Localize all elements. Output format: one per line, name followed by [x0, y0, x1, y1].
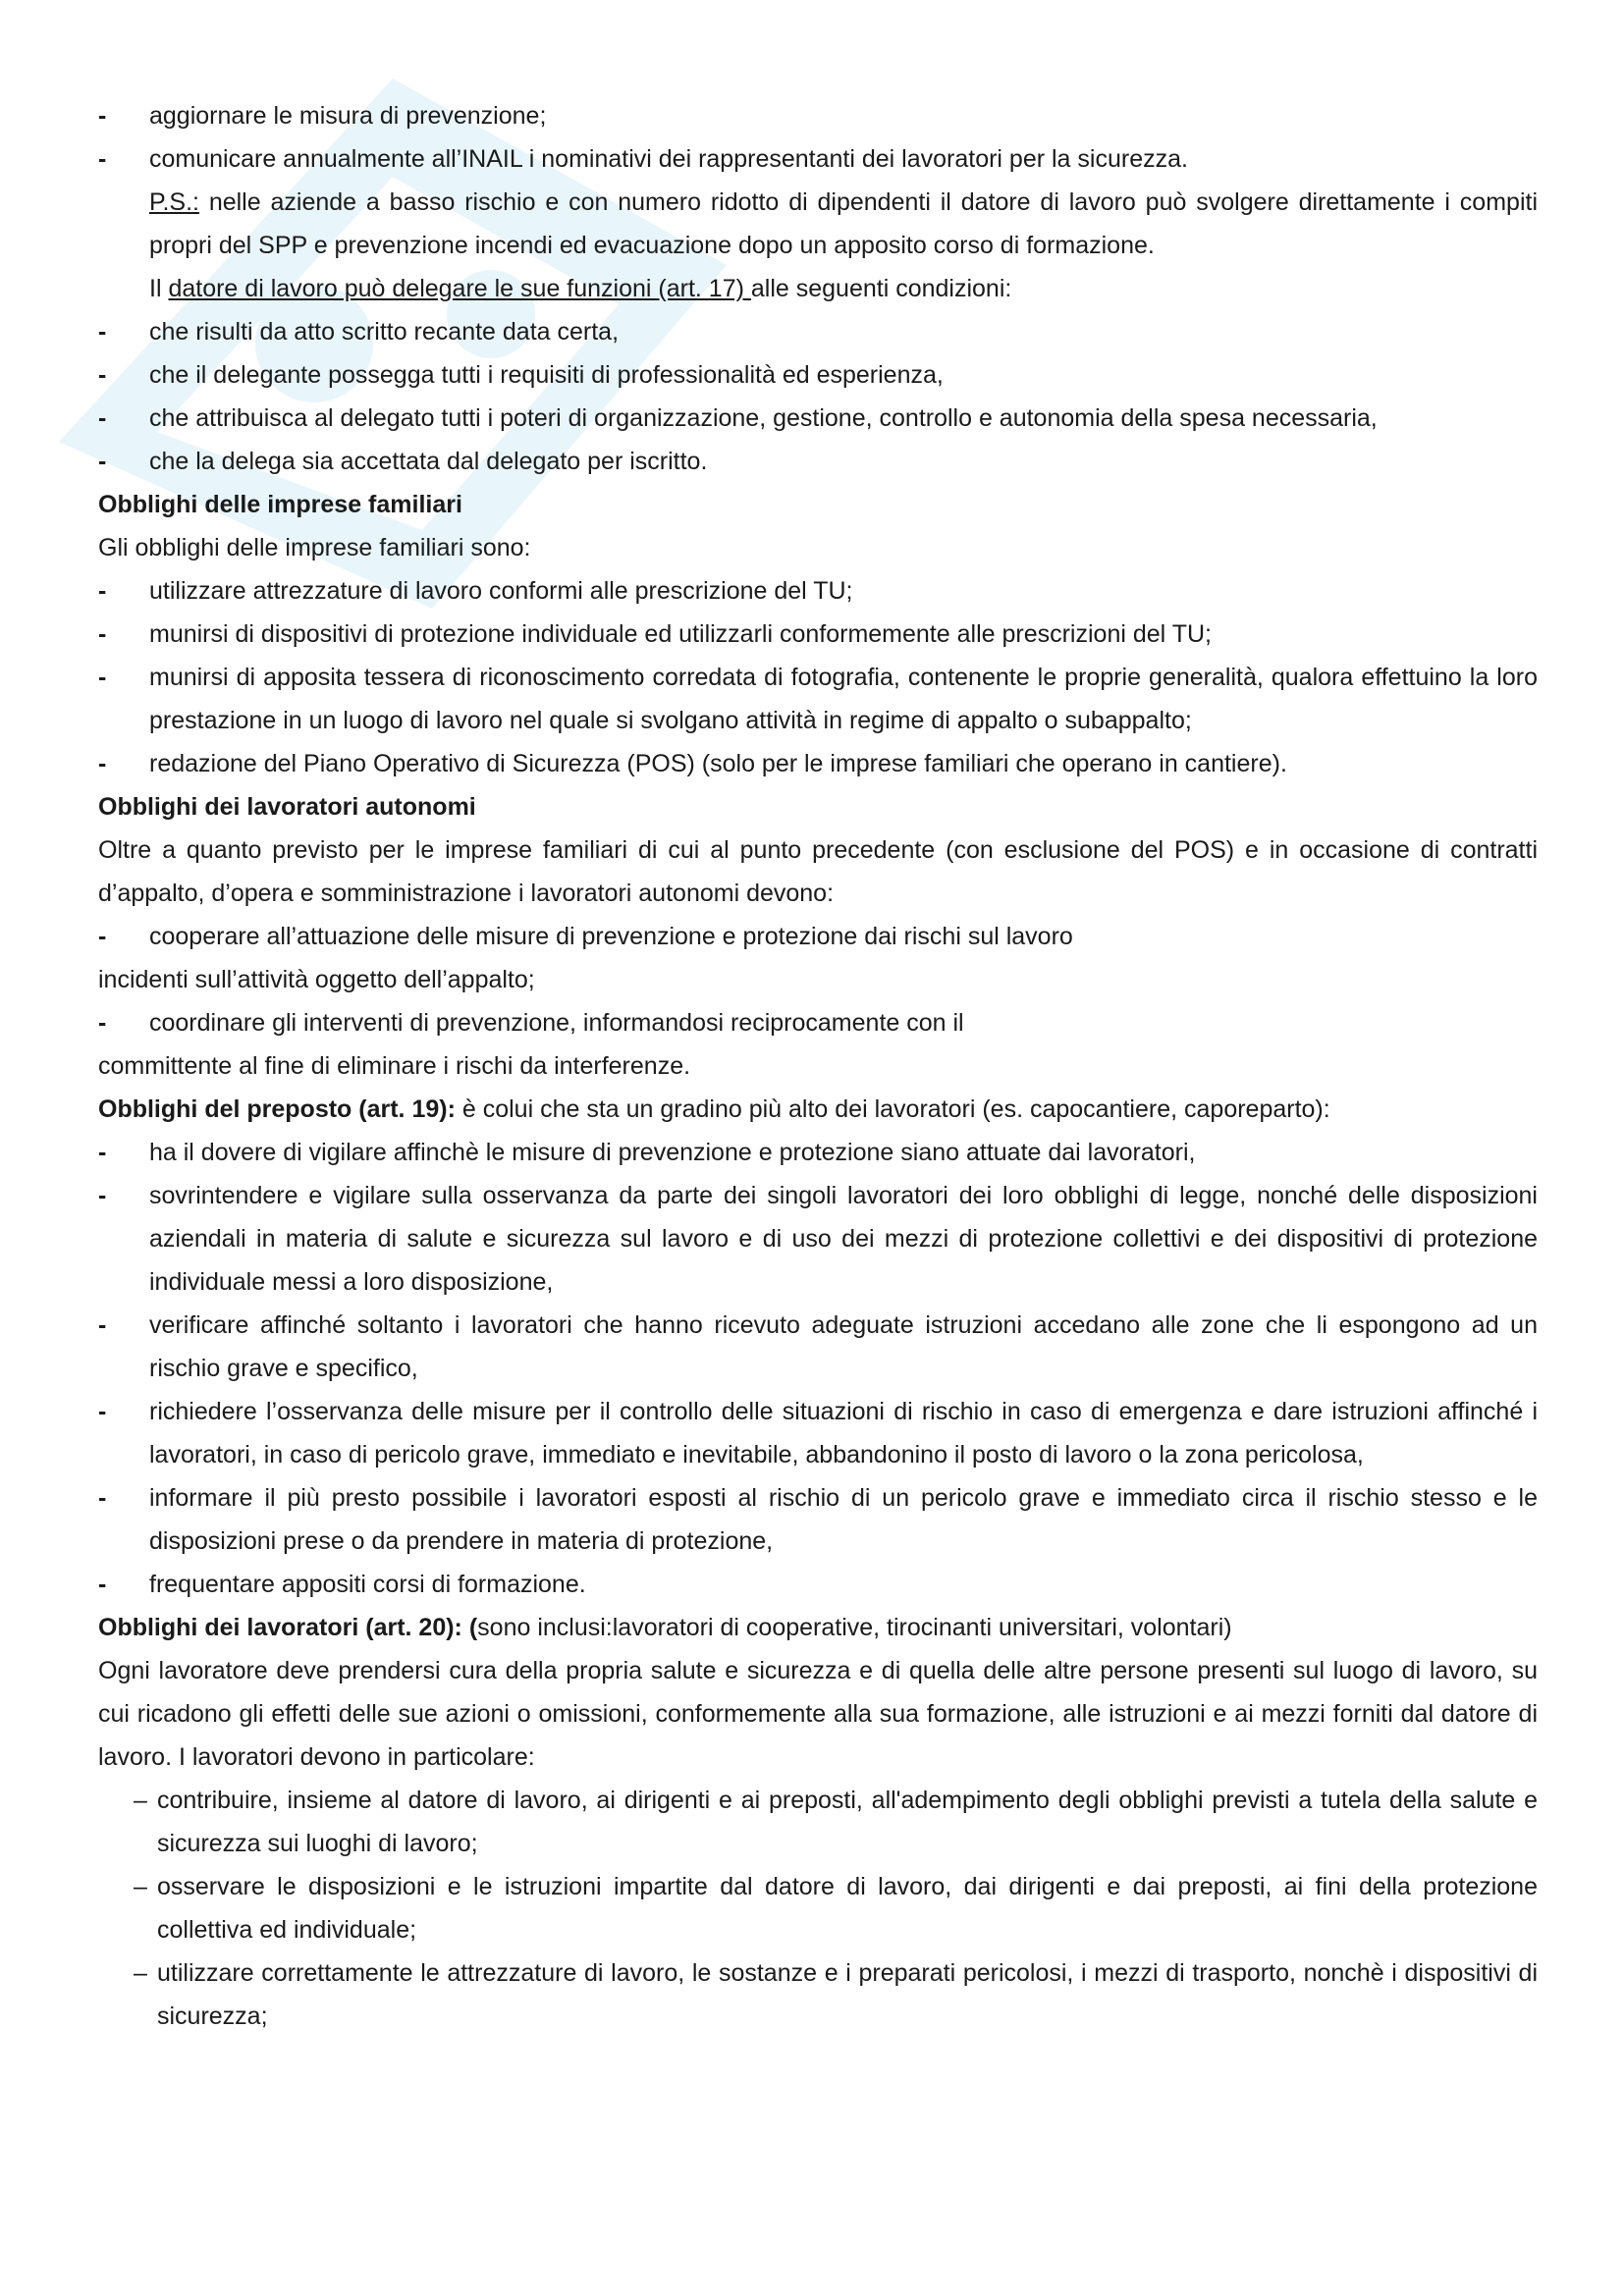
- list-item: - che il delegante possegga tutti i requisiti di professionalità ed esperienza,: [98, 353, 1538, 397]
- bullet-dash: -: [98, 1139, 107, 1166]
- en-dash: –: [134, 1787, 147, 1814]
- delega-intro: Il datore di lavoro può delegare le sue funzioni (art. 17) alle seguenti condizioni:: [149, 275, 1012, 302]
- list-item: - che risulti da atto scritto recante data certa,: [98, 310, 1538, 353]
- list-item: - redazione del Piano Operativo di Sicurezza (POS) (solo per le imprese familiari che operano in cantiere).: [98, 742, 1538, 785]
- section-heading-lavoratori: Obblighi dei lavoratori (art. 20): (sono inclusi:lavoratori di cooperative, tirocinanti universitari, volontari): [98, 1614, 1232, 1641]
- list-item: - ha il dovere di vigilare affinchè le misure di prevenzione e protezione siano attuate dai lavoratori,: [98, 1131, 1538, 1174]
- section-heading-preposto: Obblighi del preposto (art. 19): è colui che sta un gradino più alto dei lavoratori (es. capocantiere, caporeparto):: [98, 1095, 1330, 1123]
- list-item: – utilizzare correttamente le attrezzature di lavoro, le sostanze e i preparati pericolosi, i mezzi di trasporto, nonchè i dispositivi di sicurezza;: [98, 1951, 1538, 2038]
- en-dash: –: [134, 1873, 147, 1900]
- list-item: - comunicare annualmente all’INAIL i nominativi dei rappresentanti dei lavoratori per la sicurezza.: [98, 137, 1538, 181]
- paragraph: committente al fine di eliminare i rischi da interferenze.: [98, 1052, 691, 1080]
- paragraph: Ogni lavoratore deve prendersi cura della propria salute e sicurezza e di quella delle altre persone presenti sul luogo di lavoro, su cui ricadono gli effetti delle sue azioni o omissioni, conformemente alla sua formazione, alle istruzioni e ai mezzi forniti dal datore di lavoro. I lavoratori devono in particolare:: [98, 1657, 1538, 1771]
- bullet-dash: -: [98, 1009, 107, 1037]
- paragraph: Gli obblighi delle imprese familiari sono:: [98, 534, 531, 561]
- paragraph: incidenti sull’attività oggetto dell’appalto;: [98, 966, 535, 993]
- bullet-dash: -: [98, 750, 107, 777]
- bullet-dash: -: [98, 1398, 107, 1425]
- bullet-dash: -: [98, 923, 107, 950]
- section-heading-familiari: Obblighi delle imprese familiari: [98, 491, 462, 518]
- list-item: - frequentare appositi corsi di formazione.: [98, 1563, 1538, 1606]
- document-page: [98, 94, 1538, 2038]
- paragraph: Oltre a quanto previsto per le imprese familiari di cui al punto precedente (con esclusione del POS) e in occasione di contratti d’appalto, d’opera e somministrazione i lavoratori autonomi devono:: [98, 836, 1538, 907]
- list-item: - utilizzare attrezzature di lavoro conformi alle prescrizione del TU;: [98, 569, 1538, 613]
- list-item: - verificare affinché soltanto i lavoratori che hanno ricevuto adeguate istruzioni accedano alle zone che li espongono ad un rischio grave e specifico,: [98, 1304, 1538, 1390]
- list-item: - aggiornare le misura di prevenzione;: [98, 94, 1538, 137]
- bullet-dash: -: [98, 664, 107, 691]
- bullet-dash: -: [98, 361, 107, 389]
- bullet-dash: -: [98, 577, 107, 605]
- list-item: - coordinare gli interventi di prevenzione, informandosi reciprocamente con il: [98, 1001, 1538, 1044]
- list-item: - che attribuisca al delegato tutti i poteri di organizzazione, gestione, controllo e autonomia della spesa necessaria,: [98, 397, 1538, 440]
- section-heading-autonomi: Obblighi dei lavoratori autonomi: [98, 793, 476, 821]
- list-item: - cooperare all’attuazione delle misure di prevenzione e protezione dai rischi sul lavoro: [98, 915, 1538, 958]
- bullet-dash: -: [98, 1182, 107, 1209]
- list-item: - che la delega sia accettata dal delegato per iscritto.: [98, 440, 1538, 483]
- bullet-dash: -: [98, 1571, 107, 1598]
- list-item: – osservare le disposizioni e le istruzioni impartite dal datore di lavoro, dai dirigenti e dai preposti, ai fini della protezione collettiva ed individuale;: [98, 1865, 1538, 1951]
- en-dash: –: [134, 1959, 147, 1987]
- ps-note: P.S.: nelle aziende a basso rischio e con numero ridotto di dipendenti il datore di lavoro può svolgere direttamente i compiti propri del SPP e prevenzione incendi ed evacuazione dopo un apposito corso di formazione.: [149, 188, 1538, 259]
- list-item: – contribuire, insieme al datore di lavoro, ai dirigenti e ai preposti, all'adempimento degli obblighi previsti a tutela della salute e sicurezza sui luoghi di lavoro;: [98, 1779, 1538, 1865]
- list-item: - munirsi di dispositivi di protezione individuale ed utilizzarli conformemente alle prescrizioni del TU;: [98, 613, 1538, 656]
- bullet-dash: -: [98, 620, 107, 648]
- list-item: - richiedere l’osservanza delle misure per il controllo delle situazioni di rischio in caso di emergenza e dare istruzioni affinché i lavoratori, in caso di pericolo grave, immediato e inevitabile, abbandonino il posto di lavoro o la zona pericolosa,: [98, 1390, 1538, 1476]
- list-item: - sovrintendere e vigilare sulla osservanza da parte dei singoli lavoratori dei loro obblighi di legge, nonché delle disposizioni aziendali in materia di salute e sicurezza sul lavoro e di uso dei mezzi di protezione collettivi e dei dispositivi di protezione individuale messi a loro disposizione,: [98, 1174, 1538, 1304]
- bullet-dash: -: [98, 1484, 107, 1512]
- bullet-dash: -: [98, 318, 107, 346]
- bullet-dash: -: [98, 404, 107, 432]
- list-item: - informare il più presto possibile i lavoratori esposti al rischio di un pericolo grave e immediato circa il rischio stesso e le disposizioni prese o da prendere in materia di protezione,: [98, 1476, 1538, 1563]
- bullet-dash: -: [98, 145, 107, 173]
- list-item: - munirsi di apposita tessera di riconoscimento corredata di fotografia, contenente le proprie generalità, qualora effettuino la loro prestazione in un luogo di lavoro nel quale si svolgano attività in regime di appalto o subappalto;: [98, 656, 1538, 742]
- bullet-dash: -: [98, 448, 107, 475]
- bullet-dash: -: [98, 102, 107, 130]
- bullet-dash: -: [98, 1311, 107, 1339]
